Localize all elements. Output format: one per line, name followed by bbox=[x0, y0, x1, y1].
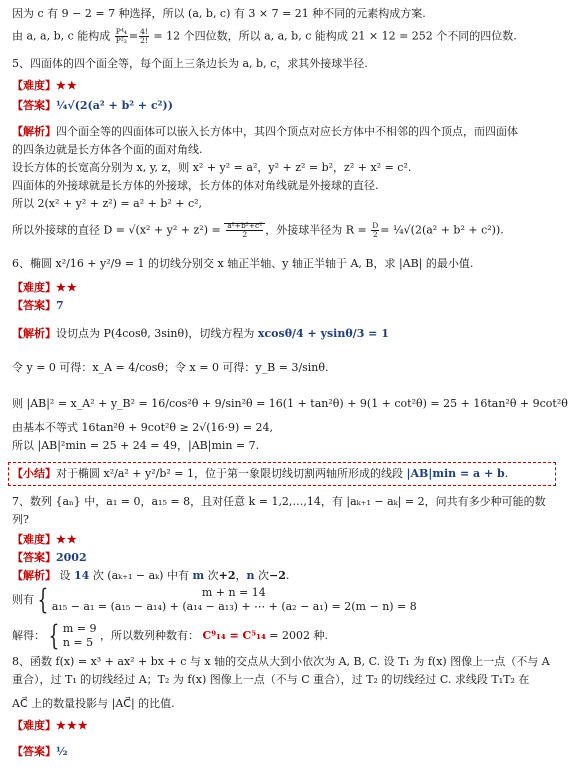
text-span: 对于椭圆 x²/a² + y²/b² = 1，位于第一象限切线切割两轴所形成的线段 bbox=[56, 467, 403, 480]
summary-line: 【小结】对于椭圆 x²/a² + y²/b² = 1，位于第一象限切线切割两轴所形成的线段 |AB|min = a + b. bbox=[12, 467, 509, 480]
denominator: P²₂ bbox=[115, 36, 127, 45]
fraction bbox=[115, 28, 128, 45]
system-lines bbox=[52, 586, 417, 614]
fraction bbox=[226, 222, 263, 239]
math-expression: xcosθ/4 + ysinθ/3 = 1 bbox=[257, 327, 389, 340]
system-row: m + n = 14 bbox=[201, 586, 266, 599]
analysis-line: 【解析】 设 14 次 (aₖ₊₁ − aₖ) 中有 m 次+2，n 次−2. bbox=[12, 569, 290, 582]
denominator: 2! bbox=[140, 36, 148, 45]
question-8-cont: AC⃗ 上的数量投影与 |AC⃗| 的比值. bbox=[12, 697, 175, 710]
difficulty-label: 【难度】 bbox=[12, 533, 56, 546]
denominator: 2 bbox=[242, 230, 248, 239]
analysis-line: 的四条边就是长方体各个面的面对角线. bbox=[12, 143, 203, 156]
text-span: ，外接球半径为 R = bbox=[265, 223, 367, 237]
analysis-label: 【解析】 bbox=[12, 125, 56, 138]
analysis-line: 令 y = 0 可得：x_A = 4/cosθ；令 x = 0 可得：y_B = 3/sinθ. bbox=[12, 361, 329, 374]
numerator: 4! bbox=[140, 27, 148, 36]
text-span: ， bbox=[235, 569, 247, 582]
question-6: 6、椭圆 x²/16 + y²/9 = 1 的切线分别交 x 轴正半轴、y 轴正半轴于 A, B，求 |AB| 的最小值. bbox=[12, 257, 474, 270]
math-expression: n bbox=[246, 569, 255, 582]
answer-label: 【答案】 bbox=[12, 99, 56, 112]
math-expression: +2 bbox=[218, 569, 236, 582]
difficulty-row bbox=[12, 78, 562, 94]
difficulty-stars: ★★★ bbox=[56, 719, 89, 732]
difficulty-label: 【难度】 bbox=[12, 79, 56, 92]
question-7: 7、数列 {aₙ} 中，a₁ = 0，a₁₅ = 8，且对任意 k = 1,2,…,14，有 |aₖ₊₁ − aₖ| = 2，问共有多少种可能的数 bbox=[12, 495, 546, 508]
text-span: 设切点为 P(4cosθ, 3sinθ)，切线方程为 bbox=[56, 327, 255, 340]
difficulty-row bbox=[12, 718, 562, 734]
summary-label: 【小结】 bbox=[12, 467, 56, 480]
analysis-line: 所以 |AB|²min = 25 + 24 = 49，|AB|min = 7. bbox=[12, 439, 260, 452]
math-expression: −2 bbox=[268, 569, 286, 582]
answer-row bbox=[12, 98, 562, 114]
brace-icon: { bbox=[37, 583, 49, 616]
analysis-line: 所以 2(x² + y² + z²) = a² + b² + c², bbox=[12, 197, 203, 210]
numerator: P⁴₄ bbox=[115, 27, 127, 36]
system-lines bbox=[63, 622, 97, 650]
text-span: 设 bbox=[59, 569, 71, 582]
difficulty-stars: ★★ bbox=[56, 79, 78, 92]
text-span: 四个面全等的四面体可以嵌入长方体中，其四个顶点对应长方体中不相邻的四个顶点，而四面体 bbox=[56, 125, 518, 138]
analysis-line: 四面体的外接球就是长方体的外接球，长方体的体对角线就是外接球的直径. bbox=[12, 179, 379, 192]
math-expression: |AB|min = a + b bbox=[406, 467, 505, 480]
difficulty-row bbox=[12, 280, 562, 296]
text-line: 由 a, a, b, c 能构成 $\frac{\text{P⁴₄}}{\text{P²₂}}$ = $\frac{4!}{2!}$ = 12 个四位数，所以 a, a, b, c 能构成 21 × 12 = 252 个不同的四位数. bbox=[12, 27, 517, 45]
answer-label: 【答案】 bbox=[12, 299, 56, 312]
system-row: n = 5 bbox=[62, 636, 94, 649]
text-span: 所以外接球的直径 D = √(x² + y² + z²) = bbox=[12, 223, 221, 237]
system-row: a₁₅ − a₁ = (a₁₅ − a₁₄) + (a₁₄ − a₁₃) + ⋯ + (a₂ − a₁) = 2(m − n) = 8 bbox=[51, 600, 417, 613]
difficulty-stars: ★★ bbox=[56, 281, 78, 294]
system-row: m = 9 bbox=[62, 622, 97, 635]
text-span: 次 bbox=[207, 569, 219, 582]
brace-icon: { bbox=[48, 619, 60, 652]
answer-label: 【答案】 bbox=[12, 551, 56, 564]
text-span: 则有 bbox=[12, 593, 34, 606]
math-expression: 14 bbox=[74, 569, 90, 582]
answer-value: ¼√(2(a² + b² + c²)) bbox=[56, 99, 173, 112]
question-7-cont: 列? bbox=[12, 513, 29, 526]
question-8: 8、函数 f(x) = x³ + ax² + bx + c 与 x 轴的交点从大到小依次为 A, B, C. 设 T₁ 为 f(x) 图像上一点（不与 A bbox=[12, 655, 550, 668]
difficulty-row bbox=[12, 532, 562, 548]
math-expression: m bbox=[192, 569, 205, 582]
sqrt-expression bbox=[224, 223, 265, 237]
solution-line bbox=[12, 619, 562, 652]
equation-system bbox=[12, 583, 562, 616]
text-span: 次 (aₖ₊₁ − aₖ) 中有 bbox=[92, 569, 189, 582]
question-5: 5、四面体的四个面全等，每个面上三条边长为 a, b, c，求其外接球半径. bbox=[12, 57, 368, 70]
answer-row bbox=[12, 298, 562, 314]
text-span: 由 a, a, b, c 能构成 bbox=[12, 29, 111, 43]
text-span: = ¼√(2(a² + b² + c²)). bbox=[380, 223, 504, 237]
analysis-label: 【解析】 bbox=[12, 569, 56, 582]
analysis-line bbox=[12, 222, 562, 239]
math-expression: C⁹₁₄ = C⁵₁₄ bbox=[202, 629, 266, 642]
text-line: 因为 c 有 9 − 2 = 7 种选择，所以 (a, b, c) 有 3 × 7 = 21 种不同的元素构成方案. bbox=[12, 7, 426, 20]
text-span: = 12 个四位数，所以 a, a, b, c 能构成 21 × 12 = 252 个不同的四位数. bbox=[153, 29, 517, 43]
answer-value: ½ bbox=[56, 745, 68, 758]
fraction bbox=[371, 222, 379, 239]
difficulty-label: 【难度】 bbox=[12, 719, 56, 732]
fraction bbox=[139, 28, 149, 45]
numerator: D bbox=[372, 221, 379, 230]
text-span: ，所以数列种数有： bbox=[99, 629, 199, 642]
numerator: a²+b²+c² bbox=[227, 221, 263, 230]
analysis-line: 由基本不等式 16tan²θ + 9cot²θ ≥ 2√(16·9) = 24, bbox=[12, 421, 274, 434]
answer-value: 2002 bbox=[56, 551, 87, 564]
answer-value: 7 bbox=[56, 299, 64, 312]
analysis-line bbox=[12, 124, 562, 140]
analysis-label: 【解析】 bbox=[12, 327, 56, 340]
question-8-cont: 重合），过 T₁ 的切线经过 A；T₂ 为 f(x) 图像上一点（不与 C 重合），过 T₂ 的切线经过 C. 求线段 T₁T₂ 在 bbox=[12, 673, 530, 686]
analysis-line: 设长方体的长宽高分别为 x, y, z，则 x² + y² = a²，y² + z² = b²，z² + x² = c². bbox=[12, 161, 412, 174]
difficulty-stars: ★★ bbox=[56, 533, 78, 546]
analysis-line: 则 |AB|² = x_A² + y_B² = 16/cos²θ + 9/sin²θ = 16(1 + tan²θ) + 9(1 + cot²θ) = 25 + 16tan²θ + 9cot²θ bbox=[12, 397, 568, 410]
answer-row bbox=[12, 550, 562, 566]
difficulty-label: 【难度】 bbox=[12, 281, 56, 294]
text-span: = 2002 种. bbox=[269, 629, 328, 642]
analysis-line bbox=[12, 326, 562, 342]
text-span: 次 bbox=[257, 569, 269, 582]
denominator: 2 bbox=[372, 230, 378, 239]
text-span: 解得： bbox=[12, 629, 45, 642]
answer-label: 【答案】 bbox=[12, 745, 56, 758]
answer-row bbox=[12, 744, 562, 760]
